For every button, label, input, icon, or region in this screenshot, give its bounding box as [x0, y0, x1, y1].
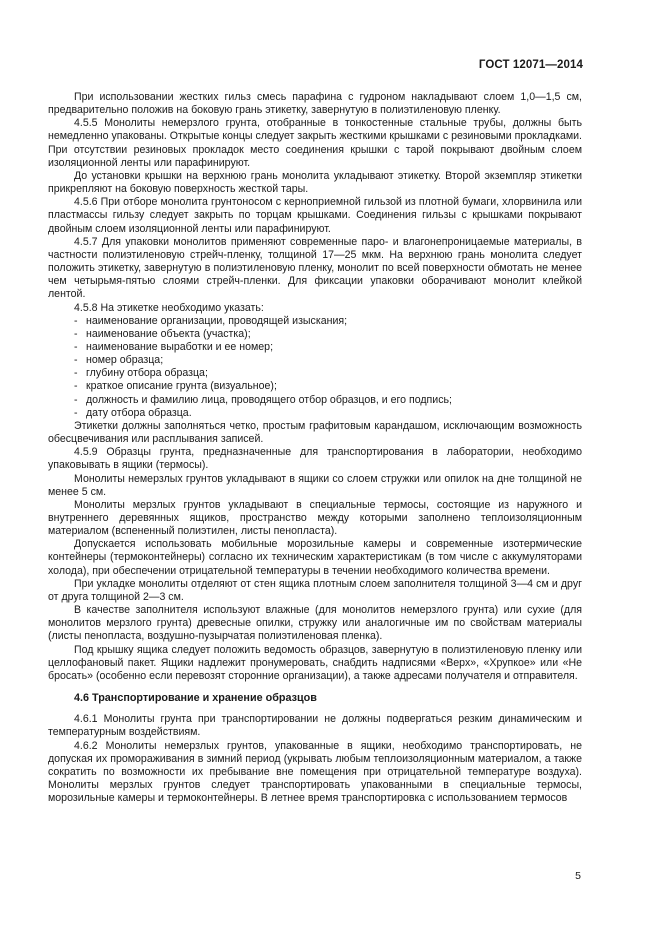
paragraph-4-5-9: 4.5.9 Образцы грунта, предназначенные для транспортирования в лаборатории, необходимо упаковывать в ящики (термосы).: [48, 446, 582, 472]
paragraph-4-6-2: 4.6.2 Монолиты немерзлых грунтов, упакованные в ящики, необходимо транспортировать, не допуская их промораживания в зимний период (укрывать любым теплоизоляционным материалом, а также сократить по возможности их пребывание вне помещения при отрицательной температуре воздуха). Монолиты мерзлых грунтов следует транспортировать упакованными в специальные термосы, морозильные камеры и термоконтейнеры. В летнее время транспортировка с использованием термосов: [48, 739, 582, 805]
paragraph: Монолиты мерзлых грунтов укладывают в специальные термосы, состоящие из наружного и внутреннего деревянных ящиков, пространство между которыми заполнено теплоизоляционным материалом (вспененный полиэтилен, листы пенопласта).: [48, 498, 582, 538]
list-item: [48, 341, 582, 354]
list-item-text: наименование организации, проводящей изыскания;: [86, 314, 348, 327]
list-dash: -: [74, 380, 78, 393]
paragraph: До установки крышки на верхнюю грань монолита укладывают этикетку. Второй экземпляр этикетки прикрепляют на боковую поверхность жесткой тары.: [48, 169, 582, 196]
list-item-text: номер образца;: [86, 354, 164, 367]
document-code-header: ГОСТ 12071—2014: [478, 59, 583, 71]
list-item-text: наименование выработки и ее номер;: [86, 340, 274, 353]
list-item: [48, 354, 582, 367]
list-item-text: наименование объекта (участка);: [86, 327, 251, 340]
document-body: [48, 91, 582, 805]
list-item: [48, 407, 582, 420]
section-heading: 4.6 Транспортирование и хранение образцов: [74, 692, 317, 705]
paragraph-4-5-8: 4.5.8 На этикетке необходимо указать:: [74, 301, 264, 314]
paragraph: При использовании жестких гильз смесь парафина с гудроном накладывают слоем 1,0—1,5 см, предварительно положив на боковую грань этикетку, завернутую в полиэтиленовую пленку.: [48, 91, 582, 117]
list-dash: -: [74, 340, 78, 353]
list-dash: -: [74, 367, 78, 380]
list-dash: -: [74, 393, 78, 406]
list-item-text: должность и фамилию лица, проводящего отбор образцов, и его подпись;: [86, 393, 452, 406]
list-item: [48, 380, 582, 393]
list-item: [48, 367, 582, 380]
list-item-text: глубину отбора образца;: [86, 367, 208, 380]
list-dash: -: [74, 314, 78, 327]
list-item: [48, 394, 582, 407]
list-dash: -: [74, 354, 78, 367]
list-item-text: краткое описание грунта (визуальное);: [86, 380, 277, 393]
list-dash: -: [74, 327, 78, 340]
paragraph-4-5-7: 4.5.7 Для упаковки монолитов применяют современные паро- и влагонепроницаемые материалы, в частности полиэтиленовую стрейч-пленку, толщиной 17—25 мкм. На верхнюю грань монолита следует положить этикетку, завернутую в полиэтиленовую пленку, монолит по всей поверхности обмотать не менее чем четырьмя-пятью слоями стрейч-пленки. Для фиксации упаковки оборачивают монолит клейкой лентой.: [48, 235, 582, 301]
list-item-text: дату отбора образца.: [86, 406, 192, 419]
paragraph: Этикетки должны заполняться четко, простым графитовым карандашом, исключающим возможность обесцвечивания или расплывания записей.: [48, 419, 582, 446]
list-item: [48, 328, 582, 341]
paragraph: При укладке монолиты отделяют от стен ящика плотным слоем заполнителя толщиной 3—4 см и друг от друга толщиной 2—3 см.: [48, 577, 582, 603]
paragraph: Допускается использовать мобильные морозильные камеры и современные изотермические контейнеры (термоконтейнеры) согласно их техническим характеристикам (в том числе с аккумуляторами холода), при обеспечении отрицательной температуры в течении необходимого количества времени.: [48, 538, 582, 577]
paragraph-4-5-6: 4.5.6 При отборе монолита грунтоносом с кернoприемной гильзой из плотной бумаги, хлорвинила или пластмассы гильзу следует закрыть по торцам крышками. Соединения гильзы с крышками покрывают двойным слоем изоляционной ленты или парафинируют.: [48, 196, 582, 235]
paragraph: Под крышку ящика следует положить ведомость образцов, завернутую в полиэтиленовую пленку или целлофановый пакет. Ящики надлежит пронумеровать, снабдить надписями «Верх», «Хрупкое» или «Не бросать» (особенно если перевозят сторонние организации), а также адресами получателя и отправителя.: [48, 643, 582, 682]
page-number: 5: [575, 870, 581, 882]
list-dash: -: [74, 406, 78, 419]
paragraph-4-6-1: 4.6.1 Монолиты грунта при транспортировании не должны подвергаться резким динамическим и температурным воздействиям.: [48, 713, 582, 739]
list-item: [48, 315, 582, 328]
paragraph-4-5-5: 4.5.5 Монолиты немерзлого грунта, отобранные в тонкостенные стальные трубы, должны быть немедленно упакованы. Открытые концы следует закрыть жесткими крышками с резиновыми прокладками. При отсутствии резиновых прокладок место соединения крышки с тарой покрывают двойным слоем изоляционной ленты или парафинируют.: [48, 117, 582, 169]
paragraph: Монолиты немерзлых грунтов укладывают в ящики со слоем стружки или опилок на дне толщиной не менее 5 см.: [48, 472, 582, 498]
paragraph: В качестве заполнителя используют влажные (для монолитов немерзлого грунта) или сухие (для монолитов мерзлого грунта) древесные опилки, стружку или аналогичные им по свойствам материалы (листы пенопласта, воздушно-пузырчатая полиэтиленовая пленка).: [48, 604, 582, 643]
